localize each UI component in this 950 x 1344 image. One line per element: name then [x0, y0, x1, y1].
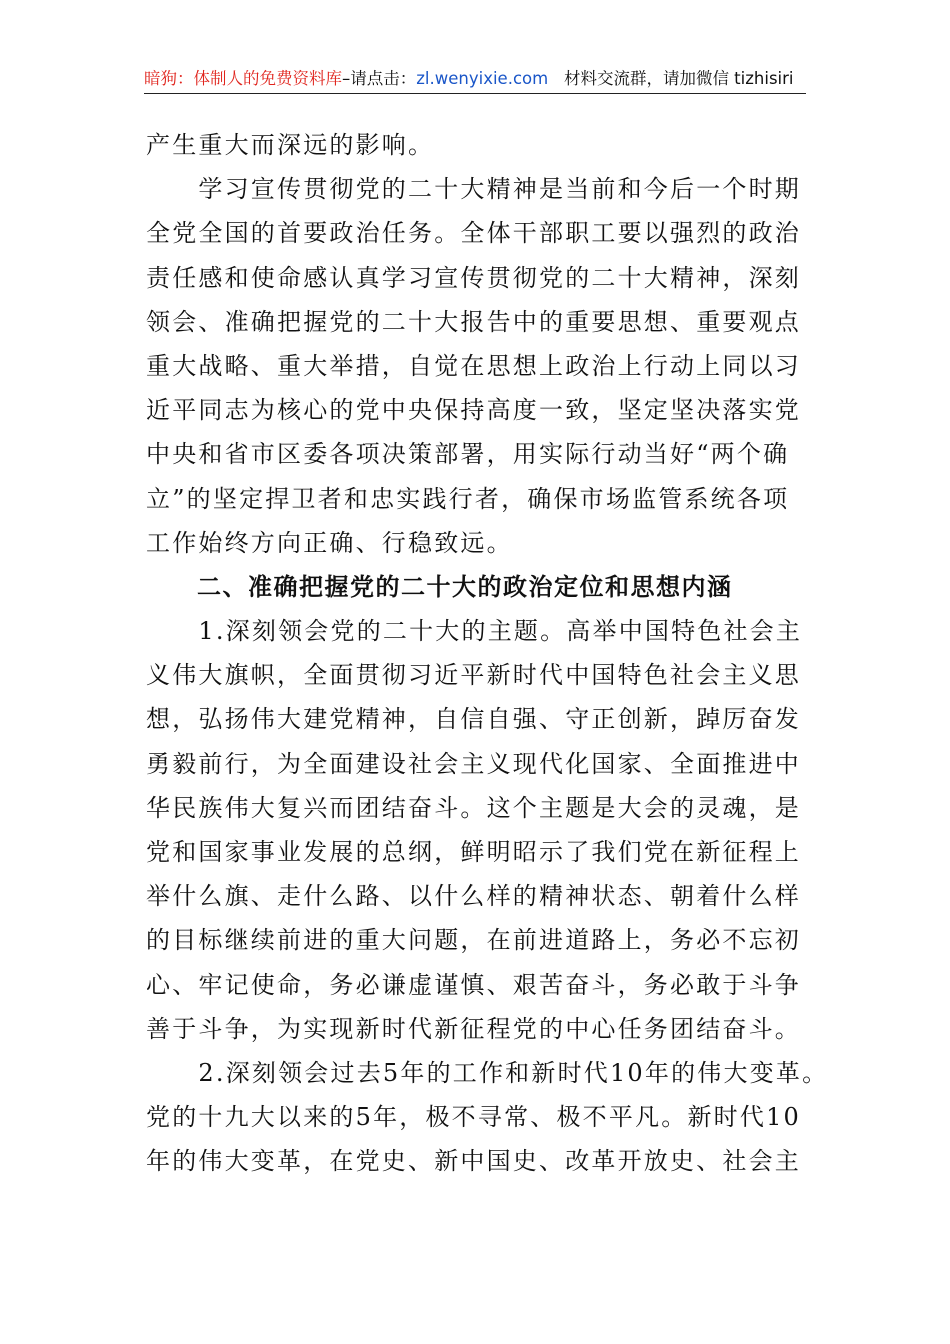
text-line: 重大战略、重大举措，自觉在思想上政治上行动上同以习	[146, 351, 801, 380]
text-line: 勇毅前行，为全面建设社会主义现代化国家、全面推进中	[146, 749, 801, 778]
text-line: 1.深刻领会党的二十大的主题。高举中国特色社会主	[146, 617, 803, 646]
text-line: 党的十九大以来的5年，极不寻常、极不平凡。新时代10	[146, 1103, 802, 1132]
text-line: 领会、准确把握党的二十大报告中的重要思想、重要观点	[146, 307, 801, 336]
text-line: 举什么旗、走什么路、以什么样的精神状态、朝着什么样	[146, 882, 801, 911]
text-line: 义伟大旗帜，全面贯彻习近平新时代中国特色社会主义思	[146, 661, 801, 690]
text-line: 中央和省市区委各项决策部署，用实际行动当好“两个确	[146, 440, 790, 469]
header-url-link[interactable]: zl.wenyixie.com	[416, 69, 549, 88]
text-line: 心、牢记使命，务必谦虚谨慎、艰苦奋斗，务必敢于斗争	[146, 970, 801, 999]
text-line: 立”的坚定捍卫者和忠实践行者，确保市场监管系统各项	[146, 484, 790, 513]
text-line: 学习宣传贯彻党的二十大精神是当前和今后一个时期	[146, 175, 801, 204]
header-group-text: 材料交流群，请加微信 tizhisiri	[563, 69, 794, 88]
text-line: 年的伟大变革，在党史、新中国史、改革开放史、社会主	[146, 1147, 801, 1176]
header-divider	[144, 93, 806, 94]
text-line: 的目标继续前进的重大问题，在前进道路上，务必不忘初	[146, 926, 801, 955]
section-heading: 二、准确把握党的二十大的政治定位和思想内涵	[146, 572, 733, 601]
text-line: 全党全国的首要政治任务。全体干部职工要以强烈的政治	[146, 219, 801, 248]
text-line: 产生重大而深远的影响。	[146, 131, 435, 159]
text-line: 华民族伟大复兴而团结奋斗。这个主题是大会的灵魂，是	[146, 793, 801, 822]
document-body	[146, 123, 829, 1184]
text-line: 2.深刻领会过去5年的工作和新时代10年的伟大变革。	[146, 1058, 829, 1087]
text-line: 责任感和使命感认真学习宣传贯彻党的二十大精神，深刻	[146, 263, 801, 292]
text-line: 善于斗争，为实现新时代新征程党的中心任务团结奋斗。	[146, 1014, 801, 1043]
text-line: 近平同志为核心的党中央保持高度一致，坚定坚决落实党	[146, 396, 801, 425]
header-click-prompt: –请点击：	[342, 69, 417, 88]
header-site-name: 暗狗：体制人的免费资料库	[144, 69, 342, 88]
text-line: 想，弘扬伟大建党精神，自信自强、守正创新，踔厉奋发	[146, 705, 801, 734]
page-header	[144, 66, 806, 92]
text-line: 党和国家事业发展的总纲，鲜明昭示了我们党在新征程上	[146, 838, 801, 866]
text-line: 工作始终方向正确、行稳致远。	[146, 528, 513, 557]
